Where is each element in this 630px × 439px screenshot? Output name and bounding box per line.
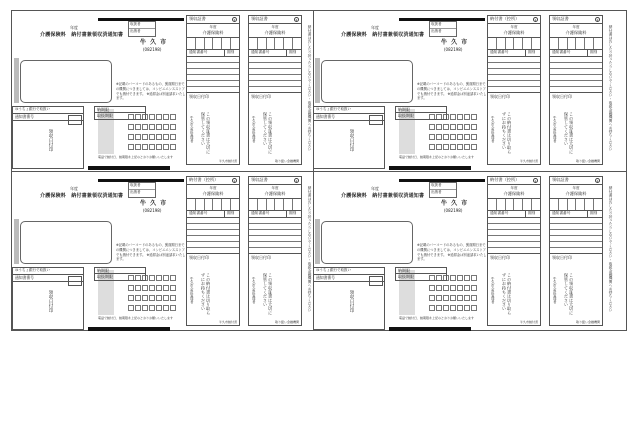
receipt-bottom-text: 牛久市納付書 bbox=[218, 159, 237, 163]
receipt-notice-number-label: 通知書番号 bbox=[249, 211, 287, 217]
receipt-badge: 1 bbox=[534, 179, 537, 183]
receipt-label-row bbox=[488, 50, 540, 57]
form-title: 介護保険料 納付書兼領収済通知書 bbox=[40, 32, 124, 38]
receipt-bottom-text: 取り扱い金融機関 bbox=[274, 159, 299, 163]
receipt-vertical-text: この納付書は切り取らずにお持ちください bbox=[502, 112, 513, 154]
payment-form bbox=[12, 11, 312, 170]
side-note: 納付書は汚したり折ったりしないでください・取扱金融機関へお持ちください bbox=[609, 186, 613, 312]
receipt-lines bbox=[488, 57, 540, 93]
amount-row bbox=[128, 134, 176, 140]
notice-number-label: 通知書番号 bbox=[314, 114, 384, 121]
receipt-label-row bbox=[249, 50, 301, 57]
receipt-year: 年度 bbox=[271, 25, 279, 29]
due-date-label: 納期限 bbox=[95, 107, 145, 113]
receipt-lines bbox=[550, 218, 602, 254]
receipt-period-label: 期別 bbox=[528, 210, 536, 215]
receipt-stamp-label: 領収日付印 bbox=[189, 93, 209, 99]
form-footnote: 電話で納付日、納期限を上記のとおりお願いいたします bbox=[399, 155, 475, 159]
receipt-type: 納付書（控所） bbox=[490, 177, 520, 183]
handler-stamp-box bbox=[128, 21, 156, 37]
address-side-strip bbox=[315, 219, 320, 264]
stamp-row-cashier: 出納者 bbox=[431, 29, 442, 33]
receipt-year: 年度 bbox=[510, 186, 518, 190]
receipt-badge: 2 bbox=[295, 179, 298, 183]
receipt-stub bbox=[487, 176, 541, 326]
receipt-year: 年度 bbox=[209, 25, 217, 29]
stamp-row-handler: 取扱者 bbox=[129, 183, 155, 190]
receipt-year: 年度 bbox=[271, 186, 279, 190]
city-code: (082198) bbox=[143, 208, 162, 213]
left-stamp-label: 領収日付印 bbox=[48, 290, 53, 313]
receipt-lines bbox=[249, 218, 301, 254]
receipt-vertical-label: 牛久市会計管理者 bbox=[490, 277, 495, 304]
receipt-bottom-text: 取り扱い金融機関 bbox=[274, 320, 299, 324]
receipt-year: 年度 bbox=[572, 25, 580, 29]
receipt-label-row bbox=[249, 211, 301, 218]
address-window bbox=[20, 60, 112, 103]
form-footnote: 電話で納付日、納期限を上記のとおりお願いいたします bbox=[399, 316, 475, 320]
receipt-lines bbox=[187, 57, 239, 93]
receipt-header bbox=[249, 16, 301, 24]
receipt-year: 年度 bbox=[572, 186, 580, 190]
left-stamp-label: 領収日付印 bbox=[349, 290, 354, 313]
receipt-amount-grid bbox=[249, 38, 301, 50]
receipt-notice-number-label: 通知書番号 bbox=[550, 50, 588, 56]
receipt-header bbox=[187, 16, 239, 24]
amount-row bbox=[429, 295, 477, 301]
receipt-title: 介護保険料 bbox=[187, 30, 239, 38]
receipt-stub bbox=[248, 176, 302, 326]
receipt-stamp-label: 領収日付印 bbox=[552, 254, 572, 260]
receipt-period-label: 期別 bbox=[227, 49, 235, 54]
stamp-row-cashier: 出納者 bbox=[130, 29, 141, 33]
receipt-type: 領収証書 bbox=[552, 177, 569, 183]
due-date-box bbox=[395, 106, 447, 120]
period-square bbox=[369, 115, 383, 125]
receipt-stub bbox=[248, 15, 302, 165]
address-window bbox=[20, 221, 112, 264]
receipt-bottom-text: 牛久市納付書 bbox=[519, 159, 538, 163]
amount-row bbox=[429, 134, 477, 140]
receipt-vertical-label: 牛久市会計管理者 bbox=[490, 116, 495, 143]
receipt-type: 領収証書 bbox=[552, 16, 569, 22]
side-note: 納付書は汚したり折ったりしないでください・取扱金融機関へお持ちください bbox=[308, 25, 312, 151]
postal-bank-box bbox=[12, 267, 84, 330]
form-footnote: 電話で納付日、納期限を上記のとおりお願いいたします bbox=[98, 316, 174, 320]
stamp-row-handler: 取扱者 bbox=[430, 183, 456, 190]
due-date-box bbox=[94, 106, 146, 120]
receipt-vertical-text: この領収証書は大切に保管してください bbox=[263, 112, 274, 154]
receipt-bottom-text: 牛久市納付書 bbox=[519, 320, 538, 324]
stamp-row-cashier: 出納者 bbox=[130, 190, 141, 194]
handling-deadline-label: 取扱期限 bbox=[398, 113, 414, 118]
receipt-stub bbox=[186, 15, 240, 165]
notice-text: ※記載のバーコードのあるもの、裏面期日までの機関につきましては、コンビニエンスストアでも納付できます。 ※延滞金は別途請求いたします。 bbox=[116, 243, 186, 262]
receipt-stub bbox=[487, 15, 541, 165]
amount-row bbox=[128, 144, 176, 150]
receipt-header bbox=[187, 177, 239, 185]
receipt-bottom-text: 取り扱い金融機関 bbox=[575, 320, 600, 324]
receipt-period-label: 期別 bbox=[227, 210, 235, 215]
receipt-label-row bbox=[550, 211, 602, 218]
postal-bank-box bbox=[313, 267, 385, 330]
receipt-amount-grid bbox=[187, 199, 239, 211]
receipt-year: 年度 bbox=[510, 25, 518, 29]
left-stamp-label: 領収日付印 bbox=[48, 129, 53, 152]
form-year-label: 年度 bbox=[70, 25, 78, 30]
receipt-vertical-label: 牛久市会計管理者 bbox=[189, 116, 194, 143]
postal-bank-box bbox=[12, 106, 84, 169]
receipt-header bbox=[488, 177, 540, 185]
receipt-badge: 1 bbox=[534, 18, 537, 22]
receipt-vertical-text: この領収証書は大切に保管してください bbox=[564, 112, 575, 154]
receipt-notice-number-label: 通知書番号 bbox=[550, 211, 588, 217]
receipt-title: 介護保険料 bbox=[550, 191, 602, 199]
receipt-period-label: 期別 bbox=[590, 210, 598, 215]
receipt-type: 領収証書 bbox=[251, 16, 268, 22]
payment-form bbox=[12, 172, 312, 331]
receipt-stamp-label: 領収日付印 bbox=[251, 93, 271, 99]
receipt-stamp-label: 領収日付印 bbox=[251, 254, 271, 260]
receipt-stub bbox=[186, 176, 240, 326]
amount-row bbox=[429, 285, 477, 291]
address-side-strip bbox=[14, 58, 19, 103]
receipt-badge: 2 bbox=[596, 179, 599, 183]
receipt-vertical-label: 牛久市会計管理者 bbox=[552, 277, 557, 304]
receipt-amount-grid bbox=[249, 199, 301, 211]
receipt-bottom-text: 牛久市納付書 bbox=[218, 320, 237, 324]
left-stamp-label: 領収日付印 bbox=[349, 129, 354, 152]
postal-bank-header: ゆうちょ銀行で取扱い bbox=[13, 107, 83, 114]
address-side-strip bbox=[315, 58, 320, 103]
receipt-lines bbox=[550, 57, 602, 93]
receipt-vertical-text: この領収証書は大切に保管してください bbox=[201, 112, 212, 154]
period-square bbox=[68, 115, 82, 125]
city-name: 牛 久 市 bbox=[140, 39, 168, 46]
receipt-label-row bbox=[187, 211, 239, 218]
receipt-title: 介護保険料 bbox=[550, 30, 602, 38]
receipt-badge: 2 bbox=[233, 18, 236, 22]
due-date-box bbox=[94, 267, 146, 281]
receipt-label-row bbox=[488, 211, 540, 218]
handling-deadline-label: 取扱期限 bbox=[398, 274, 414, 279]
receipt-year: 年度 bbox=[209, 186, 217, 190]
receipt-amount-grid bbox=[550, 38, 602, 50]
receipt-stamp-label: 領収日付印 bbox=[490, 93, 510, 99]
handler-stamp-box bbox=[128, 182, 156, 198]
notice-text: ※記載のバーコードのあるもの、裏面期日までの機関につきましては、コンビニエンスストアでも納付できます。 ※延滞金は別途請求いたします。 bbox=[116, 82, 186, 101]
amount-row bbox=[128, 305, 176, 311]
receipt-type: 領収証書 bbox=[251, 177, 268, 183]
notice-number-label: 通知書番号 bbox=[13, 275, 83, 282]
city-name: 牛 久 市 bbox=[441, 39, 469, 46]
handler-stamp-box bbox=[429, 182, 457, 198]
receipt-notice-number-label: 通知書番号 bbox=[488, 211, 526, 217]
handler-stamp-box bbox=[429, 21, 457, 37]
stamp-row-handler: 取扱者 bbox=[430, 22, 456, 29]
city-name: 牛 久 市 bbox=[140, 200, 168, 207]
due-date-label: 納期限 bbox=[95, 268, 145, 274]
receipt-badge: 1 bbox=[233, 179, 236, 183]
form-title: 介護保険料 納付書兼領収済通知書 bbox=[341, 32, 425, 38]
receipt-vertical-text: この納付書は切り取らずにお持ちください bbox=[502, 273, 513, 315]
amount-row bbox=[429, 124, 477, 130]
notice-number-label: 通知書番号 bbox=[13, 114, 83, 121]
receipt-stamp-label: 領収日付印 bbox=[552, 93, 572, 99]
black-bar-bottom bbox=[389, 327, 471, 331]
payment-slip-sheet bbox=[11, 10, 627, 331]
receipt-header bbox=[550, 177, 602, 185]
receipt-vertical-label: 牛久市会計管理者 bbox=[251, 116, 256, 143]
receipt-badge: 2 bbox=[596, 18, 599, 22]
receipt-amount-grid bbox=[488, 38, 540, 50]
receipt-lines bbox=[249, 57, 301, 93]
receipt-header bbox=[550, 16, 602, 24]
receipt-amount-grid bbox=[187, 38, 239, 50]
side-note: 納付書は汚したり折ったりしないでください・取扱金融機関へお持ちください bbox=[609, 25, 613, 151]
amount-row bbox=[128, 295, 176, 301]
receipt-title: 介護保険料 bbox=[187, 191, 239, 199]
receipt-stub bbox=[549, 15, 603, 165]
postal-bank-header: ゆうちょ銀行で取扱い bbox=[314, 107, 384, 114]
city-name: 牛 久 市 bbox=[441, 200, 469, 207]
receipt-header bbox=[488, 16, 540, 24]
due-date-label: 納期限 bbox=[396, 107, 446, 113]
handling-deadline-label: 取扱期限 bbox=[97, 113, 113, 118]
receipt-period-label: 期別 bbox=[289, 49, 297, 54]
receipt-notice-number-label: 通知書番号 bbox=[187, 211, 225, 217]
postal-bank-header: ゆうちょ銀行で取扱い bbox=[314, 268, 384, 275]
address-side-strip bbox=[14, 219, 19, 264]
receipt-vertical-text: この領収証書は大切に保管してください bbox=[263, 273, 274, 315]
receipt-title: 介護保険料 bbox=[249, 191, 301, 199]
receipt-stamp-label: 領収日付印 bbox=[189, 254, 209, 260]
notice-number-label: 通知書番号 bbox=[314, 275, 384, 282]
receipt-title: 介護保険料 bbox=[488, 30, 540, 38]
stamp-row-cashier: 出納者 bbox=[431, 190, 442, 194]
black-bar-bottom bbox=[389, 166, 471, 170]
receipt-period-label: 期別 bbox=[528, 49, 536, 54]
receipt-label-row bbox=[187, 50, 239, 57]
receipt-vertical-text: この領収証書は大切に保管してください bbox=[564, 273, 575, 315]
payment-form bbox=[313, 172, 613, 331]
stamp-row-handler: 取扱者 bbox=[129, 22, 155, 29]
postal-bank-header: ゆうちょ銀行で取扱い bbox=[13, 268, 83, 275]
receipt-period-label: 期別 bbox=[289, 210, 297, 215]
side-note: 納付書は汚したり折ったりしないでください・取扱金融機関へお持ちください bbox=[308, 186, 312, 312]
city-code: (082198) bbox=[143, 47, 162, 52]
form-title: 介護保険料 納付書兼領収済通知書 bbox=[40, 193, 124, 199]
receipt-notice-number-label: 通知書番号 bbox=[187, 50, 225, 56]
form-year-label: 年度 bbox=[371, 25, 379, 30]
receipt-type: 納付書（控所） bbox=[490, 16, 520, 22]
due-date-box bbox=[395, 267, 447, 281]
receipt-vertical-label: 牛久市会計管理者 bbox=[189, 277, 194, 304]
receipt-notice-number-label: 通知書番号 bbox=[249, 50, 287, 56]
city-code: (082198) bbox=[444, 47, 463, 52]
city-code: (082198) bbox=[444, 208, 463, 213]
receipt-vertical-text: この納付書は切り取らずにお持ちください bbox=[201, 273, 212, 315]
receipt-vertical-label: 牛久市会計管理者 bbox=[251, 277, 256, 304]
due-date-label: 納期限 bbox=[396, 268, 446, 274]
receipt-stamp-label: 領収日付印 bbox=[490, 254, 510, 260]
receipt-stub bbox=[549, 176, 603, 326]
receipt-badge: 2 bbox=[295, 18, 298, 22]
receipt-type: 領収証書 bbox=[189, 16, 206, 22]
notice-text: ※記載のバーコードのあるもの、裏面期日までの機関につきましては、コンビニエンスストアでも納付できます。 ※延滞金は別途請求いたします。 bbox=[417, 82, 487, 101]
address-window bbox=[321, 60, 413, 103]
amount-row bbox=[429, 144, 477, 150]
receipt-lines bbox=[187, 218, 239, 254]
black-bar-bottom bbox=[88, 166, 170, 170]
receipt-vertical-label: 牛久市会計管理者 bbox=[552, 116, 557, 143]
amount-row bbox=[128, 285, 176, 291]
notice-text: ※記載のバーコードのあるもの、裏面期日までの機関につきましては、コンビニエンスストアでも納付できます。 ※延滞金は別途請求いたします。 bbox=[417, 243, 487, 262]
receipt-bottom-text: 取り扱い金融機関 bbox=[575, 159, 600, 163]
handling-deadline-label: 取扱期限 bbox=[97, 274, 113, 279]
payment-form bbox=[313, 11, 613, 170]
form-title: 介護保険料 納付書兼領収済通知書 bbox=[341, 193, 425, 199]
receipt-title: 介護保険料 bbox=[249, 30, 301, 38]
postal-bank-box bbox=[313, 106, 385, 169]
receipt-amount-grid bbox=[488, 199, 540, 211]
period-square bbox=[68, 276, 82, 286]
receipt-lines bbox=[488, 218, 540, 254]
receipt-period-label: 期別 bbox=[590, 49, 598, 54]
black-bar-bottom bbox=[88, 327, 170, 331]
form-year-label: 年度 bbox=[70, 186, 78, 191]
form-footnote: 電話で納付日、納期限を上記のとおりお願いいたします bbox=[98, 155, 174, 159]
amount-row bbox=[128, 124, 176, 130]
receipt-amount-grid bbox=[550, 199, 602, 211]
receipt-type: 納付書（控所） bbox=[189, 177, 219, 183]
address-window bbox=[321, 221, 413, 264]
receipt-label-row bbox=[550, 50, 602, 57]
receipt-notice-number-label: 通知書番号 bbox=[488, 50, 526, 56]
period-square bbox=[369, 276, 383, 286]
receipt-title: 介護保険料 bbox=[488, 191, 540, 199]
receipt-header bbox=[249, 177, 301, 185]
form-year-label: 年度 bbox=[371, 186, 379, 191]
amount-row bbox=[429, 305, 477, 311]
